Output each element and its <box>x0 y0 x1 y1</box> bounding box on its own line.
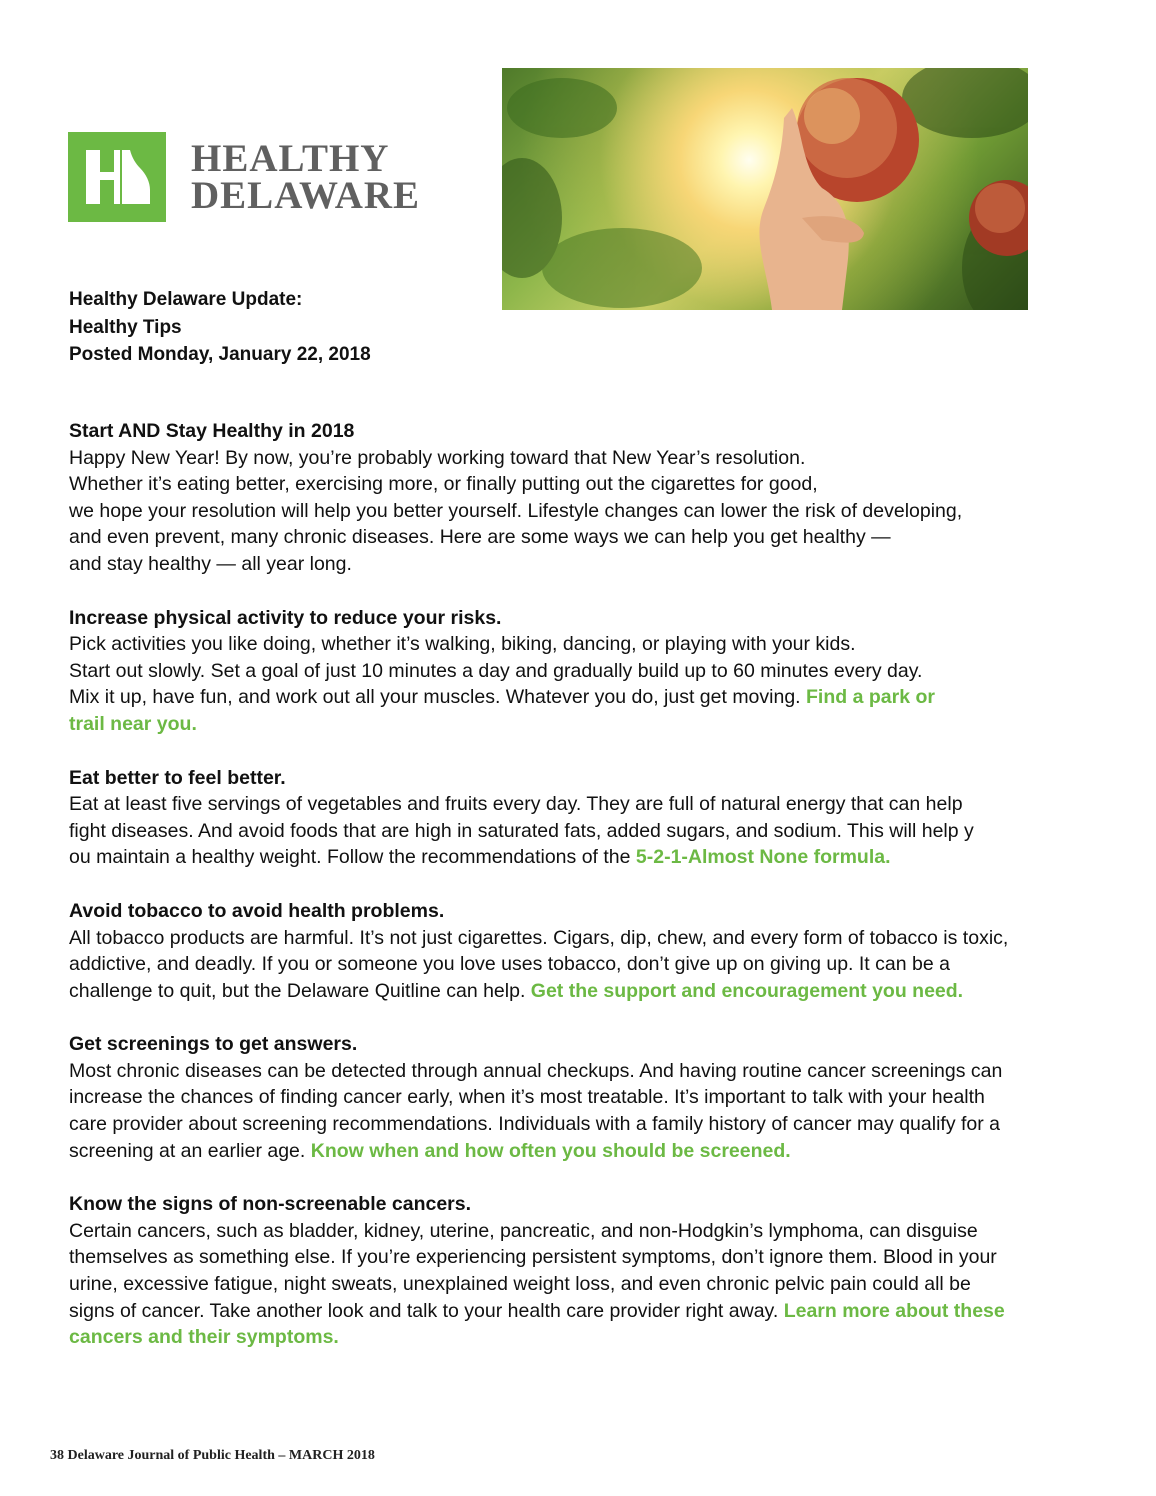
physical-activity-section <box>69 605 1099 738</box>
paragraph-line: and stay healthy — all year long. <box>69 552 352 575</box>
screening-schedule-link[interactable]: Know when and how often you should be screened. <box>310 1139 791 1162</box>
tobacco-section <box>69 898 1099 1004</box>
find-park-link-continued[interactable]: trail near you. <box>69 712 197 735</box>
section-heading: Get screenings to get answers. <box>69 1033 358 1056</box>
paragraph-line: Eat at least five servings of vegetables and fruits every day. They are full of natural energy that can help <box>69 793 963 816</box>
update-subtitle: Healthy Tips <box>69 316 182 338</box>
paragraph-line: care provider about screening recommendations. Individuals with a family history of cancer may qualify for a <box>69 1113 1001 1136</box>
paragraph-line: and even prevent, many chronic diseases. Here are some ways we can help you get healthy — <box>69 526 891 549</box>
paragraph-line: we hope your resolution will help you better yourself. Lifestyle changes can lower the risk of developing, <box>69 499 963 522</box>
eat-better-section <box>69 765 1099 871</box>
paragraph-line: themselves as something else. If you’re experiencing persistent symptoms, don’t ignore them. Blood in your <box>69 1246 997 1269</box>
page-footer <box>50 1448 375 1464</box>
page-number: 38 <box>50 1448 64 1463</box>
update-header <box>69 286 371 369</box>
learn-more-cancers-link-continued[interactable]: cancers and their symptoms. <box>69 1326 339 1349</box>
journal-name: Delaware Journal of Public Health – MARCH 2018 <box>64 1448 375 1463</box>
paragraph-line: signs of cancer. Take another look and talk to your health care provider right away. Learn more about these <box>69 1299 1005 1322</box>
learn-more-cancers-link[interactable]: Learn more about these <box>783 1299 1005 1322</box>
paragraph-line: fight diseases. And avoid foods that are high in saturated fats, added sugars, and sodium. This will help y <box>69 819 974 842</box>
section-heading: Increase physical activity to reduce your risks. <box>69 606 502 629</box>
delaware-state-logo-icon <box>68 132 166 222</box>
section-heading: Eat better to feel better. <box>69 766 286 789</box>
paragraph-line: increase the chances of finding cancer early, when it’s most treatable. It’s important to talk with your health <box>69 1086 985 1109</box>
paragraph-line: Start out slowly. Set a goal of just 10 minutes a day and gradually build up to 60 minutes every day. <box>69 659 923 682</box>
apple-picking-photo <box>502 68 1028 310</box>
section-heading: Know the signs of non-screenable cancers. <box>69 1193 472 1216</box>
formula-link[interactable]: 5-2-1-Almost None formula. <box>635 846 891 869</box>
paragraph-line: screening at an earlier age. Know when and how often you should be screened. <box>69 1139 791 1162</box>
paragraph-line: challenge to quit, but the Delaware Quitline can help. Get the support and encouragement you need. <box>69 979 964 1002</box>
paragraph-line: Mix it up, have fun, and work out all your muscles. Whatever you do, just get moving. Find a park or <box>69 686 935 709</box>
paragraph-line: Certain cancers, such as bladder, kidney, uterine, pancreatic, and non-Hodgkin’s lymphoma, can disguise <box>69 1219 978 1242</box>
screenings-section <box>69 1031 1099 1164</box>
intro-section <box>69 418 1099 578</box>
paragraph-line: Whether it’s eating better, exercising more, or finally putting out the cigarettes for good, <box>69 473 818 496</box>
paragraph-line: Most chronic diseases can be detected through annual checkups. And having routine cancer screenings can <box>69 1059 1003 1082</box>
paragraph-line: All tobacco products are harmful. It’s not just cigarettes. Cigars, dip, chew, and every form of tobacco is toxic, <box>69 926 1009 949</box>
paragraph-line: urine, excessive fatigue, night sweats, unexplained weight loss, and even chronic pelvic pain could all be <box>69 1273 971 1296</box>
paragraph-line: Pick activities you like doing, whether it’s walking, biking, dancing, or playing with your kids. <box>69 633 856 656</box>
quitline-support-link[interactable]: Get the support and encouragement you need. <box>530 979 964 1002</box>
posted-date: Posted Monday, January 22, 2018 <box>69 344 371 365</box>
logo-wordmark: HEALTHY DELAWARE <box>191 137 421 217</box>
find-park-link[interactable]: Find a park or <box>806 686 935 709</box>
section-heading: Start AND Stay Healthy in 2018 <box>69 420 355 442</box>
paragraph-line: Happy New Year! By now, you’re probably working toward that New Year’s resolution. <box>69 446 806 469</box>
update-title: Healthy Delaware Update: <box>69 289 303 310</box>
paragraph-line: ou maintain a healthy weight. Follow the recommendations of the 5-2-1-Almost None formula. <box>69 846 891 869</box>
paragraph-line: addictive, and deadly. If you or someone you love uses tobacco, don’t give up on giving up. It can be a <box>69 953 950 976</box>
healthy-delaware-logo <box>68 132 421 222</box>
article-body <box>69 418 1099 1378</box>
section-heading: Avoid tobacco to avoid health problems. <box>69 899 445 922</box>
cancer-signs-section <box>69 1191 1099 1351</box>
